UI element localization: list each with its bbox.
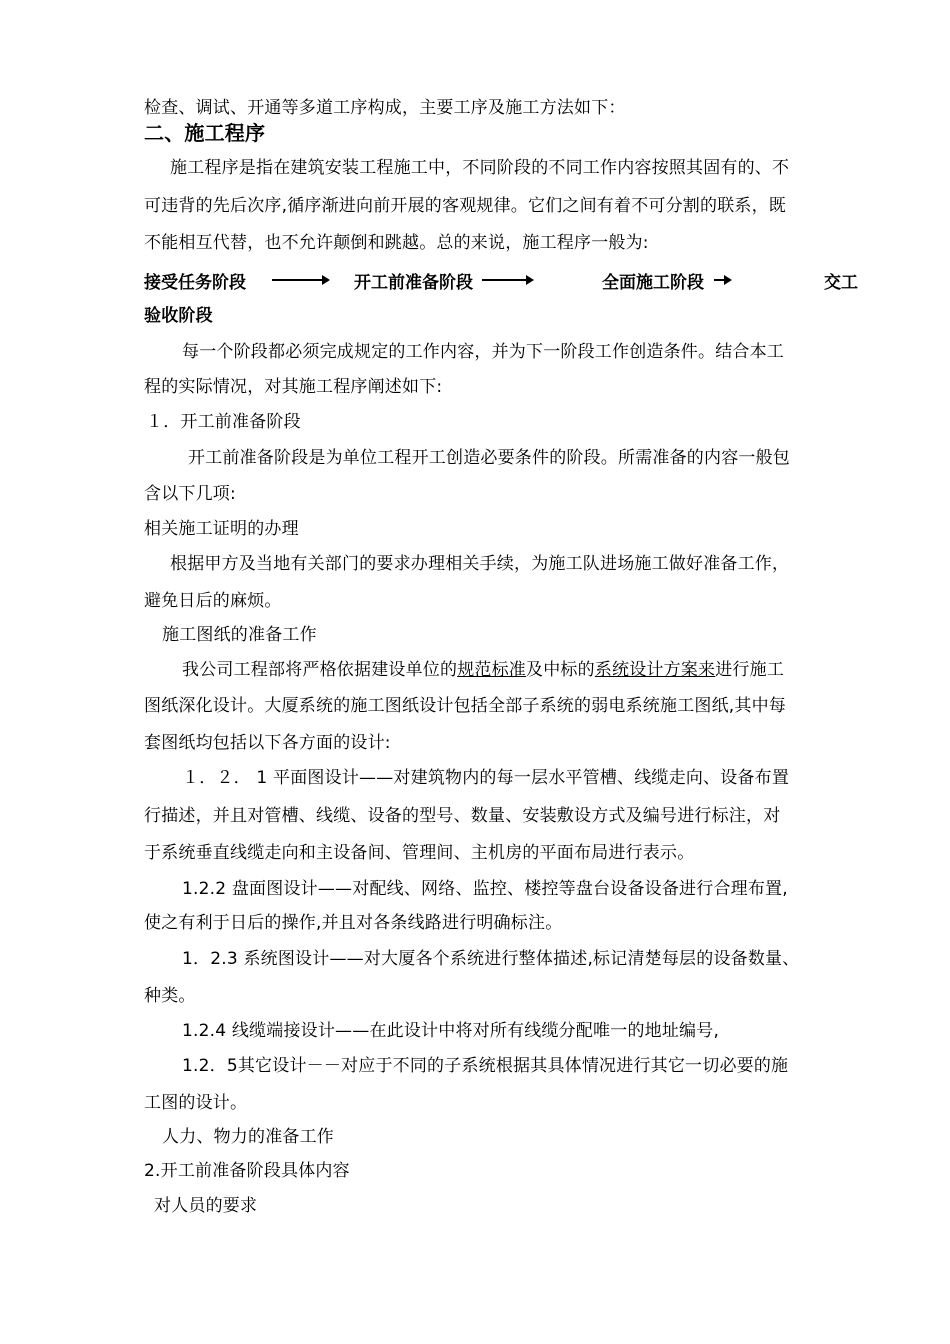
paragraph-line: 可违背的先后次序,循序渐进向前开展的客观规律。它们之间有着不可分割的联系，既 (144, 196, 787, 216)
paragraph-line: 每一个阶段都必须完成规定的工作内容，并为下一阶段工作创造条件。结合本工 (182, 342, 784, 362)
item-heading: 对人员的要求 (154, 1196, 258, 1216)
paragraph-line: １．２． 1 平面图设计——对建筑物内的每一层水平管槽、线缆走向、设备布置 (182, 768, 790, 788)
paragraph-line (182, 659, 902, 681)
item-heading: 人力、物力的准备工作 (162, 1127, 334, 1147)
paragraph-line: 程的实际情况，对其施工程序阐述如下: (144, 377, 443, 397)
paragraph-line: 不能相互代替，也不允许颠倒和跳越。总的来说，施工程序一般为: (144, 233, 649, 253)
paragraph-line: 使之有利于日后的操作,并且对各条线路进行明确标注。 (144, 913, 563, 933)
item-heading: 相关施工证明的办理 (144, 519, 299, 539)
paragraph-line: 含以下几项: (144, 484, 236, 504)
paragraph-line: 于系统垂直线缆走向和主设备间、管理间、主机房的平面布局进行表示。 (144, 843, 695, 863)
flow-stage-full-construction: 全面施工阶段 (602, 273, 704, 293)
paragraph-line: 开工前准备阶段是为单位工程开工创造必要条件的阶段。所需准备的内容一般包 (188, 448, 790, 468)
paragraph-line: 检查、调试、开通等多道工序构成，主要工序及施工方法如下： (144, 98, 626, 118)
paragraph-line: 避免日后的麻烦。 (144, 591, 282, 611)
flow-stage-preparation: 开工前准备阶段 (354, 273, 473, 293)
text-run: 进行施工 (715, 660, 785, 680)
paragraph-line: 1．2.3 系统图设计——对大厦各个系统进行整体描述,标记清楚每层的设备数量、 (182, 949, 800, 969)
item-heading: 施工图纸的准备工作 (162, 625, 317, 645)
paragraph-line: 1.2.4 线缆端接设计——在此设计中将对所有线缆分配唯一的地址编号, (182, 1021, 720, 1041)
paragraph-line: 施工程序是指在建筑安装工程施工中，不同阶段的不同工作内容按照其固有的、不 (170, 158, 790, 178)
subsection-heading: 2.开工前准备阶段具体内容 (144, 1161, 350, 1181)
paragraph-line: 种类。 (144, 986, 196, 1006)
flow-stage-handover: 交工 (824, 273, 858, 293)
paragraph-line: 根据甲方及当地有关部门的要求办理相关手续，为施工队进场施工做好准备工作， (170, 554, 790, 574)
paragraph-line: 1.2.2 盘面图设计——对配线、网络、监控、楼控等盘台设备设备进行合理布置, (182, 879, 788, 899)
paragraph-line: 1.2．5其它设计－－对应于不同的子系统根据其具体情况进行其它一切必要的施 (182, 1056, 789, 1076)
text-run: 我公司工程部将严格依据建设单位的 (182, 660, 458, 680)
text-run: 及中标的 (526, 660, 595, 680)
paragraph-line: 套图纸均包括以下各方面的设计: (144, 733, 391, 753)
flow-stage-accept-task: 接受任务阶段 (144, 273, 246, 293)
subsection-heading: １．开工前准备阶段 (146, 412, 301, 432)
paragraph-line: 工图的设计。 (144, 1093, 248, 1113)
flow-arrow-icon (482, 274, 534, 286)
underlined-term: 系统设计方案来 (594, 660, 716, 680)
paragraph-line: 图纸深化设计。大厦系统的施工图纸设计包括全部子系统的弱电系统施工图纸,其中每 (144, 696, 787, 716)
process-flow (144, 268, 864, 294)
paragraph-line: 行描述，并且对管槽、线缆、设备的型号、数量、安装敷设方式及编号进行标注，对 (144, 806, 781, 826)
section-heading: 二、施工程序 (144, 121, 266, 145)
flow-arrow-icon (714, 274, 734, 286)
flow-arrow-icon (272, 274, 330, 286)
paragraph-line: 验收阶段 (144, 306, 213, 326)
underlined-term: 规范标准 (457, 660, 527, 680)
